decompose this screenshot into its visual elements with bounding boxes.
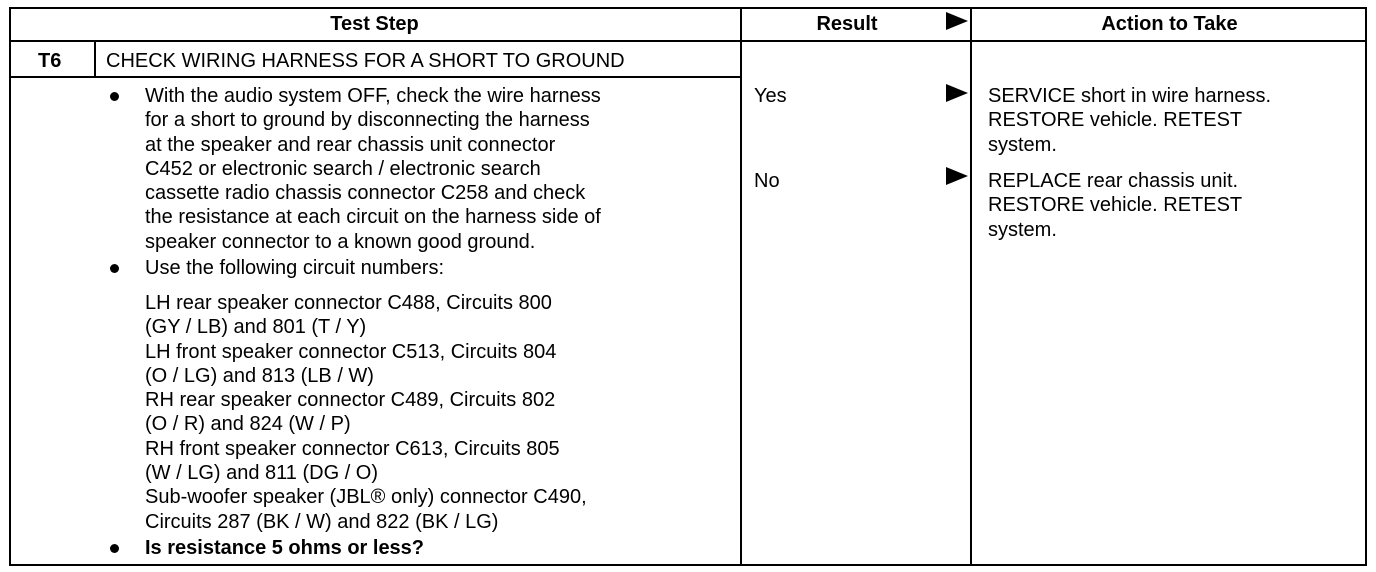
header-arrow-icon <box>946 12 968 30</box>
bullet-icon <box>110 544 119 553</box>
result-no: No <box>754 170 780 192</box>
step-id-divider <box>94 40 96 78</box>
question-resistance: Is resistance 5 ohms or less? <box>145 537 425 559</box>
arrow-no-icon <box>946 167 968 185</box>
bullet-icon <box>110 92 119 101</box>
header-result: Result <box>816 13 878 35</box>
arrow-yes-icon <box>946 84 968 102</box>
action-yes: SERVICE short in wire harness. RESTORE vehicle. RETEST system. <box>988 85 1272 156</box>
step-title: CHECK WIRING HARNESS FOR A SHORT TO GROUND <box>106 50 625 72</box>
instruction-circuit-numbers: Use the following circuit numbers: <box>145 257 445 279</box>
header-test-step: Test Step <box>330 13 419 35</box>
result-column-divider <box>740 7 742 566</box>
step-id: T6 <box>38 50 62 72</box>
action-no: REPLACE rear chassis unit. RESTORE vehicle. RETEST system. <box>988 170 1243 241</box>
step-title-divider <box>9 76 742 78</box>
header-action: Action to Take <box>1101 13 1238 35</box>
instruction-disconnect: With the audio system OFF, check the wire harness for a short to ground by disconnecting the harness at the speaker and rear chassis unit connector C452 or electronic search / electronic search cassette radio chassis connector C258 and check the resistance at each circuit on the harness side of speaker connector to a known good ground. <box>145 85 601 253</box>
action-column-divider <box>970 7 972 566</box>
bullet-icon <box>110 264 119 273</box>
circuit-list: LH rear speaker connector C488, Circuits 800 (GY / LB) and 801 (T / Y) LH front speaker connector C513, Circuits 804 (O / LG) and 813 (LB / W) RH rear speaker connector C489, Circuits 802 (O / R) and 824 (W / P) RH front speaker connector C613, Circuits 805 (W / LG) and 811 (DG / O) Sub-woofer speaker (JBL® only) connector C490, Circuits 287 (BK / W) and 822 (BK / LG) <box>145 292 587 533</box>
result-yes: Yes <box>754 85 787 107</box>
header-divider <box>9 40 1367 42</box>
